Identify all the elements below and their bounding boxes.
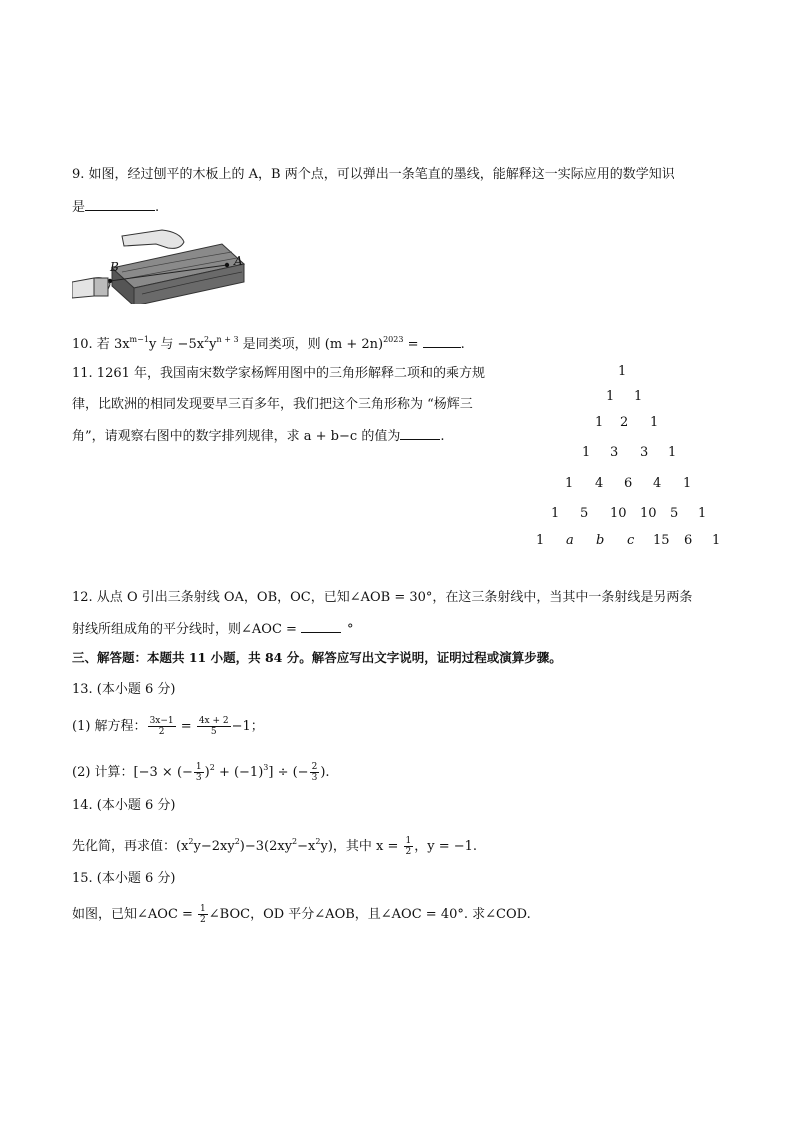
- triangle-cell-c: c: [627, 533, 635, 548]
- numerator: 1: [195, 762, 202, 772]
- q9-line2-text: 是: [72, 200, 86, 215]
- q13-p2-tail: ).: [320, 765, 330, 780]
- triangle-cell: 5: [580, 506, 589, 521]
- triangle-cell-a: a: [566, 533, 574, 548]
- triangle-cell: 1: [683, 476, 692, 491]
- q10-line: [72, 330, 465, 355]
- denominator: 3: [195, 773, 202, 783]
- triangle-cell: 1: [698, 506, 707, 521]
- q10-tail: .: [460, 337, 465, 352]
- triangle-cell: 3: [610, 445, 619, 460]
- q13-p2-fraction-1: [194, 762, 204, 783]
- q11-answer-blank[interactable]: [400, 425, 440, 440]
- q10-exp-4: 2023: [383, 335, 404, 344]
- triangle-cell: 2: [620, 415, 629, 430]
- triangle-cell: 1: [595, 415, 604, 430]
- triangle-cell: 1: [650, 415, 659, 430]
- triangle-cell: 1: [565, 476, 574, 491]
- numerator: 1: [200, 904, 206, 914]
- q9-answer-blank[interactable]: [85, 196, 155, 211]
- triangle-cell: 1: [606, 389, 615, 404]
- q10-exp-1: m−1: [129, 335, 149, 344]
- q10-text-3: y: [209, 337, 217, 352]
- q14-exp: 2: [292, 837, 298, 846]
- q14-text-2: y−2xy: [193, 839, 235, 854]
- q14-text-1: 先化简，再求值：(x: [72, 839, 189, 854]
- q13-p1-fraction-1: [148, 716, 176, 737]
- triangle-cell: 6: [684, 533, 693, 548]
- q10-text-4: 是同类项，则 (m + 2n): [238, 337, 384, 352]
- section-3-heading: 三、解答题：本题共 11 小题，共 84 分。解答应写出文字说明，证明过程或演算步骤。: [72, 650, 562, 665]
- q13-p2-mid2: + (−1): [214, 765, 264, 780]
- q13-p2-mid: ): [204, 765, 210, 780]
- q10-exp-3: n + 3: [216, 335, 239, 344]
- q12-line1: 12. 从点 O 引出三条射线 OA，OB，OC，已知∠AOB = 30°，在这三条射线中，当其中一条射线是另两条: [72, 590, 693, 605]
- q11-line3: [72, 425, 444, 447]
- triangle-cell: 4: [595, 476, 604, 491]
- q12-line2-text: 射线所组成角的平分线时，则∠AOC =: [72, 622, 302, 637]
- triangle-cell: 4: [653, 476, 662, 491]
- triangle-cell: 1: [551, 506, 560, 521]
- q11-line1: 11. 1261 年，我国南宋数学家杨辉用图中的三角形解释二项和的乘方规: [72, 366, 486, 381]
- q13-p2-prefix: (2) 计算：[−3 × (−: [72, 765, 193, 780]
- denominator: 2: [405, 847, 412, 857]
- denominator: 2: [200, 915, 206, 925]
- q13-p2-fraction-2: [310, 762, 320, 783]
- point-a-label: A: [234, 254, 243, 268]
- q14-text-4: −x: [297, 839, 316, 854]
- triangle-cell: 1: [536, 533, 545, 548]
- numerator: 4x + 2: [198, 716, 229, 726]
- triangle-cell-b: b: [596, 533, 605, 548]
- q13-p1-prefix: (1) 解方程：: [72, 719, 147, 734]
- q14-text-3: )−3(2xy: [239, 839, 293, 854]
- q10-text-5: =: [403, 337, 423, 352]
- q12-degree: °: [347, 622, 354, 637]
- denominator: 3: [311, 773, 318, 783]
- q9-line2-tail: .: [155, 200, 160, 215]
- triangle-cell: 10: [640, 506, 657, 521]
- q11-line3-tail: .: [440, 429, 445, 444]
- q13-part1: [72, 716, 264, 737]
- q14-exp: 2: [234, 837, 240, 846]
- q14-exp: 2: [188, 837, 194, 846]
- q14-fraction: [404, 836, 414, 857]
- q10-answer-blank[interactable]: [423, 333, 461, 348]
- triangle-cell: 1: [582, 445, 591, 460]
- q13-p2-exp2: 3: [263, 763, 269, 772]
- q11-line3-text: 角”，请观察右图中的数字排列规律，求 a + b−c 的值为: [72, 429, 401, 444]
- q10-text-2: y 与 −5x: [148, 337, 205, 352]
- triangle-cell: 1: [668, 445, 677, 460]
- q11-line2: 律，比欧洲的相同发现要早三百多年，我们把这个三角形称为 “杨辉三: [72, 397, 473, 412]
- q13-p2-exp1: 2: [209, 763, 215, 772]
- triangle-cell: 6: [624, 476, 633, 491]
- point-b-label: B: [110, 260, 119, 274]
- triangle-cell: 3: [640, 445, 649, 460]
- q14-tail: ，y = −1.: [414, 839, 478, 854]
- q14-header: 14. (本小题 6 分): [72, 798, 176, 813]
- q13-header: 13. (本小题 6 分): [72, 682, 176, 697]
- q10-exp-2: 2: [204, 335, 210, 344]
- q12-line2: [72, 618, 354, 640]
- numerator: 1: [405, 836, 412, 846]
- denominator: 5: [210, 727, 217, 737]
- numerator: 3x−1: [149, 716, 174, 726]
- q14-text-5: y)，其中 x =: [320, 839, 403, 854]
- numerator: 2: [311, 762, 318, 772]
- q10-text-1: 10. 若 3x: [72, 337, 130, 352]
- q13-part2: [72, 758, 330, 783]
- triangle-cell: 5: [670, 506, 679, 521]
- triangle-cell: 1: [712, 533, 721, 548]
- q14-exp: 2: [315, 837, 321, 846]
- q13-p1-tail: −1；: [231, 719, 264, 734]
- triangle-cell: 15: [653, 533, 670, 548]
- triangle-cell: 10: [610, 506, 627, 521]
- q9-line1: 9. 如图，经过刨平的木板上的 A，B 两个点，可以弹出一条笔直的墨线，能解释这一实际应用的数学知识: [72, 167, 675, 182]
- denominator: 2: [158, 727, 165, 737]
- q13-p1-fraction-2: [197, 716, 231, 737]
- q15-text-1: 如图，已知∠AOC =: [72, 907, 198, 922]
- q15-header: 15. (本小题 6 分): [72, 871, 176, 886]
- triangle-cell: 1: [634, 389, 643, 404]
- q13-p2-mid3: ] ÷ (−: [268, 765, 309, 780]
- q9-line2: [72, 196, 159, 218]
- q13-p1-eq: =: [176, 719, 196, 734]
- q15-tail: ∠BOC，OD 平分∠AOB，且∠AOC = 40°. 求∠COD.: [208, 907, 531, 922]
- q12-answer-blank[interactable]: [301, 618, 341, 633]
- triangle-cell: 1: [618, 364, 627, 379]
- q14-body: [72, 832, 477, 857]
- q15-fraction: [198, 904, 208, 925]
- wooden-board-figure: [72, 226, 252, 304]
- q15-body: [72, 904, 531, 925]
